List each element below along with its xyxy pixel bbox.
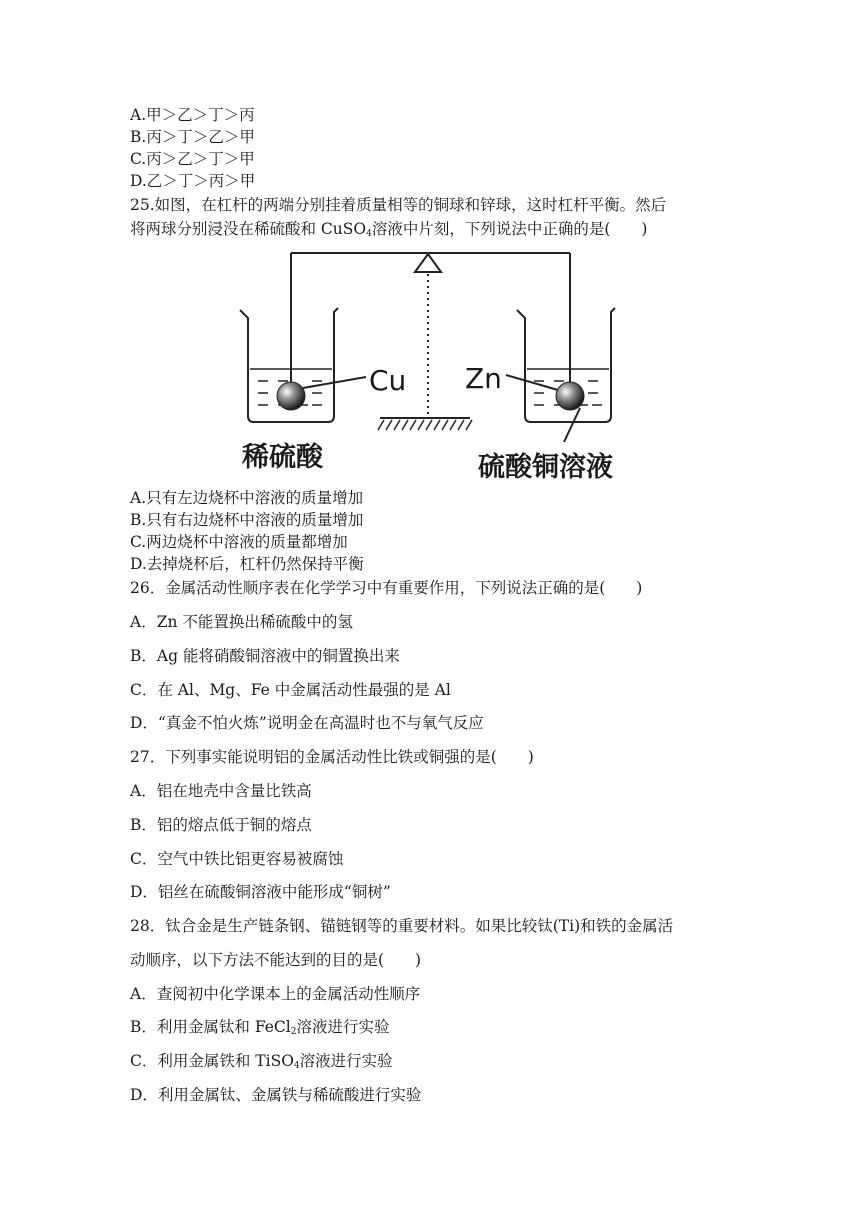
- q26-option-b: B．Ag 能将硝酸铜溶液中的铜置换出来: [130, 647, 400, 665]
- ground-hatch: [378, 420, 472, 430]
- pivot-triangle: [415, 254, 441, 272]
- q24-option-a: A.甲＞乙＞丁＞丙: [130, 106, 255, 124]
- q24-option-b: B.丙＞丁＞乙＞甲: [130, 128, 255, 146]
- lever-beaker-figure: [232, 244, 632, 484]
- q25-option-b: B.只有右边烧杯中溶液的质量增加: [130, 511, 364, 529]
- q28-option-d: D．利用金属钛、金属铁与稀硫酸进行实验: [130, 1086, 422, 1104]
- q26-option-a: A．Zn 不能置换出稀硫酸中的氢: [130, 613, 353, 631]
- q27-option-a: A．铝在地壳中含量比铁高: [130, 782, 312, 800]
- q26-stem: 26．金属活动性顺序表在化学学习中有重要作用，下列说法正确的是( ): [130, 579, 643, 597]
- q28-stem-line1: 28．钛合金是生产链条钢、锚链钢等的重要材料。如果比较钛(Ti)和铁的金属活: [130, 917, 674, 935]
- q28-stem-line2: 动顺序，以下方法不能达到的目的是( ): [130, 951, 422, 969]
- q26-option-c: C．在 Al、Mg、Fe 中金属活动性最强的是 Al: [130, 681, 451, 699]
- solution-pointer: [564, 408, 580, 442]
- q27-option-b: B．铝的熔点低于铜的熔点: [130, 816, 312, 834]
- cu-label: Cu: [369, 364, 407, 397]
- q28-option-c: C．利用金属铁和 TiSO$_4$溶液进行实验: [130, 1052, 393, 1071]
- right-beaker-label: 硫酸铜溶液: [478, 452, 613, 483]
- q28-option-a: A．查阅初中化学课本上的金属活动性顺序: [130, 985, 421, 1003]
- q25-option-d: D.去掉烧杯后，杠杆仍然保持平衡: [130, 555, 364, 573]
- q25-option-c: C.两边烧杯中溶液的质量都增加: [130, 533, 348, 551]
- q27-option-d: D．铝丝在硫酸铜溶液中能形成“铜树”: [130, 883, 391, 901]
- q24-option-d: D.乙＞丁＞丙＞甲: [130, 172, 256, 190]
- copper-ball: [277, 382, 305, 410]
- q24-option-c: C.丙＞乙＞丁＞甲: [130, 150, 255, 168]
- zinc-ball: [556, 382, 584, 410]
- left-beaker-label: 稀硫酸: [242, 442, 323, 473]
- zn-label: Zn: [465, 362, 502, 395]
- zn-pointer: [506, 375, 558, 390]
- q27-option-c: C．空气中铁比铝更容易被腐蚀: [130, 850, 344, 868]
- q25-stem-line1: 25.如图，在杠杆的两端分别挂着质量相等的铜球和锌球，这时杠杆平衡。然后: [130, 196, 667, 214]
- q28-option-b: B．利用金属钛和 FeCl$_2$溶液进行实验: [130, 1018, 390, 1037]
- q25-stem-line2: 将两球分别浸没在稀硫酸和 CuSO$_4$溶液中片刻，下列说法中正确的是( ): [130, 220, 648, 239]
- q27-stem: 27．下列事实能说明铝的金属活动性比铁或铜强的是( ): [130, 748, 534, 766]
- q25-option-a: A.只有左边烧杯中溶液的质量增加: [130, 489, 364, 507]
- q26-option-d: D．“真金不怕火炼”说明金在高温时也不与氧气反应: [130, 714, 484, 732]
